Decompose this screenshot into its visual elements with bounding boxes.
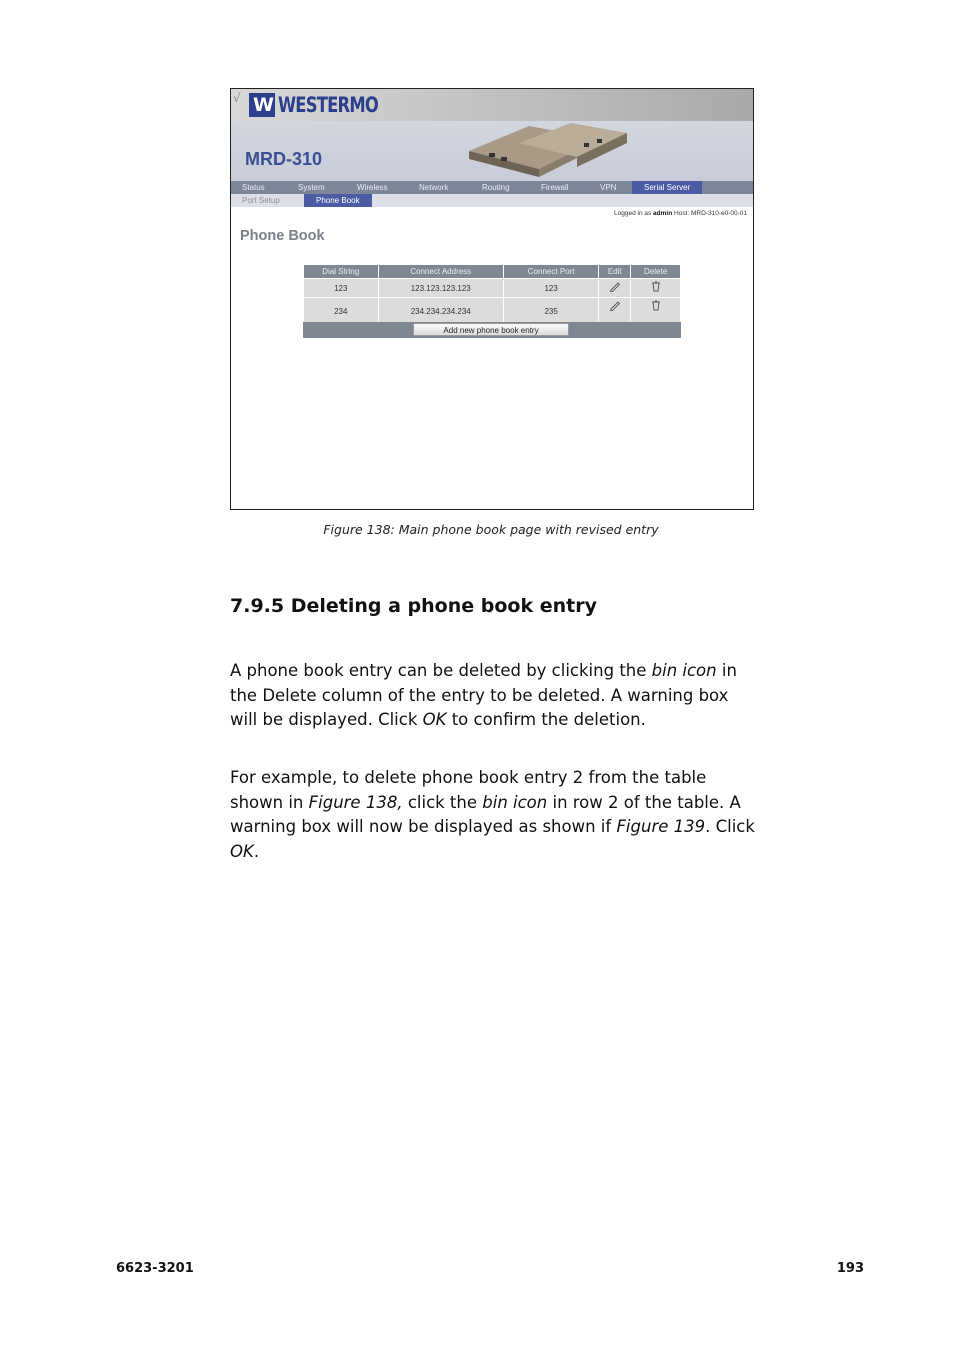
sub-menu xyxy=(231,194,753,207)
menu-wireless[interactable]: Wireless xyxy=(357,183,388,192)
page-title: Phone Book xyxy=(240,228,325,244)
main-menu xyxy=(231,181,753,194)
p1-text-a: A phone book entry can be deleted by clicking the xyxy=(230,661,652,680)
submenu-port-setup[interactable]: Port Setup xyxy=(242,196,280,205)
phone-book-table xyxy=(303,264,681,325)
menu-network[interactable]: Network xyxy=(419,183,449,192)
cell-connect-address: 123.123.123.123 xyxy=(378,279,503,298)
westermo-logo-icon: W xyxy=(249,93,275,117)
bin-icon[interactable] xyxy=(650,300,662,311)
cell-connect-port: 235 xyxy=(503,298,598,325)
pencil-icon[interactable] xyxy=(609,300,621,311)
col-dial-string: Dial String xyxy=(304,265,379,279)
menu-serial-server[interactable]: Serial Server xyxy=(632,181,702,194)
p2-text-b: Figure 138, xyxy=(308,792,403,812)
corner-mark-icon: √ xyxy=(233,91,241,105)
p2-text-f: Figure 139 xyxy=(616,817,706,836)
pencil-icon[interactable] xyxy=(609,281,621,292)
header-banner xyxy=(231,89,753,181)
p1-text-c: in the Delete column of the entry to be deleted. A warning box will be displayed. Click xyxy=(230,661,737,729)
cell-edit xyxy=(599,298,631,325)
menu-status[interactable]: Status xyxy=(242,183,265,192)
model-title: MRD-310 xyxy=(245,149,323,169)
p1-text-e: to confirm the deletion. xyxy=(446,710,646,729)
add-entry-button[interactable]: Add new phone book entry xyxy=(413,323,569,336)
paragraph-1 xyxy=(230,659,760,733)
cell-dial-string: 123 xyxy=(304,279,379,298)
table-footer xyxy=(303,322,681,338)
page-number: 193 xyxy=(836,1261,864,1276)
router-device-image xyxy=(459,121,629,177)
cell-connect-port: 123 xyxy=(503,279,598,298)
menu-routing[interactable]: Routing xyxy=(482,183,510,192)
table-header-row xyxy=(304,265,681,279)
logo-text: WESTERMO xyxy=(278,93,379,117)
p2-text-g: . Click xyxy=(705,817,755,836)
col-connect-port: Connect Port xyxy=(503,265,598,279)
p2-text-c: click the xyxy=(402,792,483,812)
p1-text-d: OK xyxy=(422,710,447,729)
cell-dial-string: 234 xyxy=(304,298,379,325)
p2-text-h: OK xyxy=(230,841,254,861)
bin-icon[interactable] xyxy=(650,281,662,292)
paragraph-2 xyxy=(230,766,760,864)
cell-delete xyxy=(631,279,681,298)
p2-text-d: bin icon xyxy=(482,792,548,812)
login-status xyxy=(614,210,747,217)
cell-edit xyxy=(599,279,631,298)
p2-text-e: in row 2 of the table. A warning box will now be displayed as shown if xyxy=(230,792,741,836)
p1-text-b: bin icon xyxy=(651,661,717,680)
login-user: admin xyxy=(653,210,673,217)
host-value: MRD-310-e0-00-01 xyxy=(691,210,747,217)
doc-number: 6623-3201 xyxy=(116,1261,194,1276)
section-heading: 7.9.5 Deleting a phone book entry xyxy=(230,595,597,617)
table-row xyxy=(304,279,681,298)
menu-firewall[interactable]: Firewall xyxy=(541,183,569,192)
menu-vpn[interactable]: VPN xyxy=(600,183,617,192)
figure-caption: Figure 138: Main phone book page with revised entry xyxy=(323,522,659,537)
submenu-phone-book[interactable]: Phone Book xyxy=(304,194,372,207)
p2-text-a: For example, to delete phone book entry 2 from the table shown in xyxy=(230,768,707,812)
col-delete: Delete xyxy=(631,265,681,279)
p2-text-i: . xyxy=(253,841,260,861)
col-edit: Edit xyxy=(599,265,631,279)
table-row xyxy=(304,298,681,325)
cell-delete xyxy=(631,298,681,325)
login-prefix: Logged in as xyxy=(614,210,652,217)
figure-screenshot xyxy=(230,88,754,510)
host-label: Host: xyxy=(674,210,690,217)
menu-system[interactable]: System xyxy=(298,183,325,192)
col-connect-address: Connect Address xyxy=(378,265,503,279)
cell-connect-address: 234.234.234.234 xyxy=(378,298,503,325)
